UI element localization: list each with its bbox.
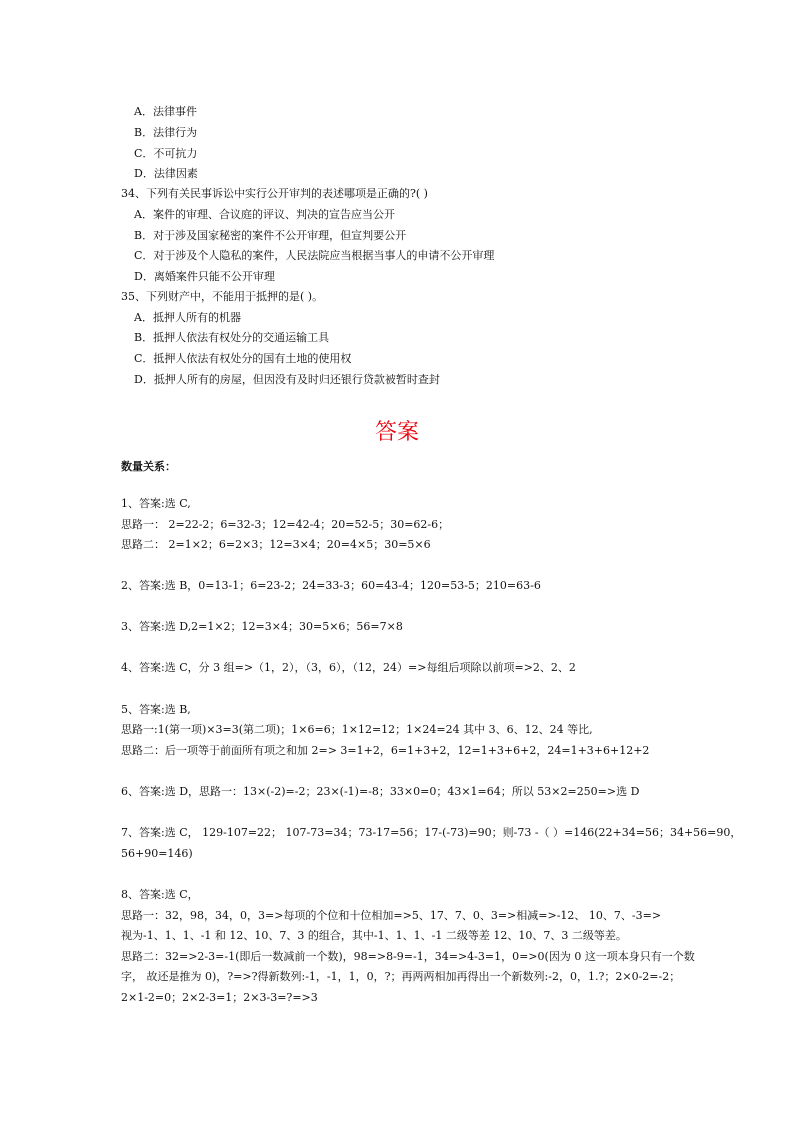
q33-option-d: D．法律因素 (134, 167, 198, 180)
q35-stem: 35、下列财产中，不能用于抵押的是( )。 (121, 290, 324, 303)
answer-line: 思路二：后一项等于前面所有项之和加 2=> 3=1+2，6=1+3+2，12=1+3+6+2，24=1+3+6+12+2 (121, 744, 650, 757)
answer-line: 7、答案:选 C， 129-107=22； 107-73=34；73-17=56；17-(-73)=90；则-73 -（ ）=146(22+34=56；34+56=90， (121, 826, 742, 839)
answer-line: 5、答案:选 B, (121, 703, 191, 716)
section-title: 数量关系： (121, 460, 176, 473)
q35-option-d: D．抵押人所有的房屋，但因没有及时归还银行贷款被暂时查封 (134, 373, 440, 386)
answer-title: 答案 (374, 420, 419, 445)
q35-option-c: C．抵押人依法有权处分的国有土地的使用权 (134, 352, 352, 365)
q34-option-c: C．对于涉及个人隐私的案件，人民法院应当根据当事人的申请不公开审理 (134, 249, 495, 262)
q34-option-b: B．对于涉及国家秘密的案件不公开审理，但宣判要公开 (134, 229, 407, 242)
q33-option-b: B．法律行为 (134, 126, 198, 139)
answer-line: 1、答案:选 C, (121, 497, 191, 510)
answer-line: 思路一：32，98，34，0，3=>每项的个位和十位相加=>5、17、7、0、3=>相减=>-12、 10、7、-3=> (121, 909, 662, 922)
q34-option-a: A．案件的审理、合议庭的评议、判决的宣告应当公开 (134, 208, 395, 221)
answer-line: 6、答案:选 D，思路一：13×(-2)=-2；23×(-1)=-8；33×0=0；43×1=64；所以 53×2=250=>选 D (121, 785, 640, 798)
answer-line: 8、答案:选 C， (121, 888, 199, 901)
q35-option-a: A．抵押人所有的机器 (134, 311, 241, 324)
answer-line: 思路二：32=>2-3=-1(即后一数减前一个数)，98=>8-9=-1，34=>4-3=1，0=>0(因为 0 这一项本身只有一个数 (121, 950, 695, 963)
answer-line: 4、答案:选 C，分 3 组=>（1，2），（3，6），（12，24）=>每组后项除以前项=>2、2、2 (121, 661, 576, 674)
q33-option-a: A．法律事件 (134, 105, 197, 118)
answer-line: 2×1-2=0；2×2-3=1；2×3-3=?=>3 (121, 991, 318, 1004)
q34-option-d: D．离婚案件只能不公开审理 (134, 270, 275, 283)
answer-line: 字， 故还是推为 0)，?=>?得新数列:-1，-1，1，0，?；再两两相加再得出一个新数列:-2，0，1.?；2×0-2=-2； (121, 970, 681, 983)
answer-line: 56+90=146) (121, 847, 193, 860)
answer-line: 思路一： 2=22-2；6=32-3；12=42-4；20=52-5；30=62-6； (121, 518, 450, 531)
answer-line: 思路一:1(第一项)×3=3(第二项)；1×6=6；1×12=12；1×24=24 其中 3、6、12、24 等比, (121, 723, 593, 736)
answer-line: 思路二： 2=1×2；6=2×3；12=3×4；20=4×5；30=5×6 (121, 538, 431, 551)
answer-line: 2、答案:选 B，0=13-1；6=23-2；24=33-3；60=43-4；120=53-5；210=63-6 (121, 579, 541, 592)
q34-stem: 34、下列有关民事诉讼中实行公开审判的表述哪项是正确的?( ) (121, 187, 428, 200)
answer-line: 3、答案:选 D,2=1×2；12=3×4；30=5×6；56=7×8 (121, 620, 403, 633)
answer-line: 视为-1、1、1、-1 和 12、10、7、3 的组合，其中-1、1、1、-1 二级等差 12、10、7、3 二级等差。 (121, 929, 627, 942)
q33-option-c: C．不可抗力 (134, 147, 198, 160)
q35-option-b: B．抵押人依法有权处分的交通运输工具 (134, 331, 330, 344)
